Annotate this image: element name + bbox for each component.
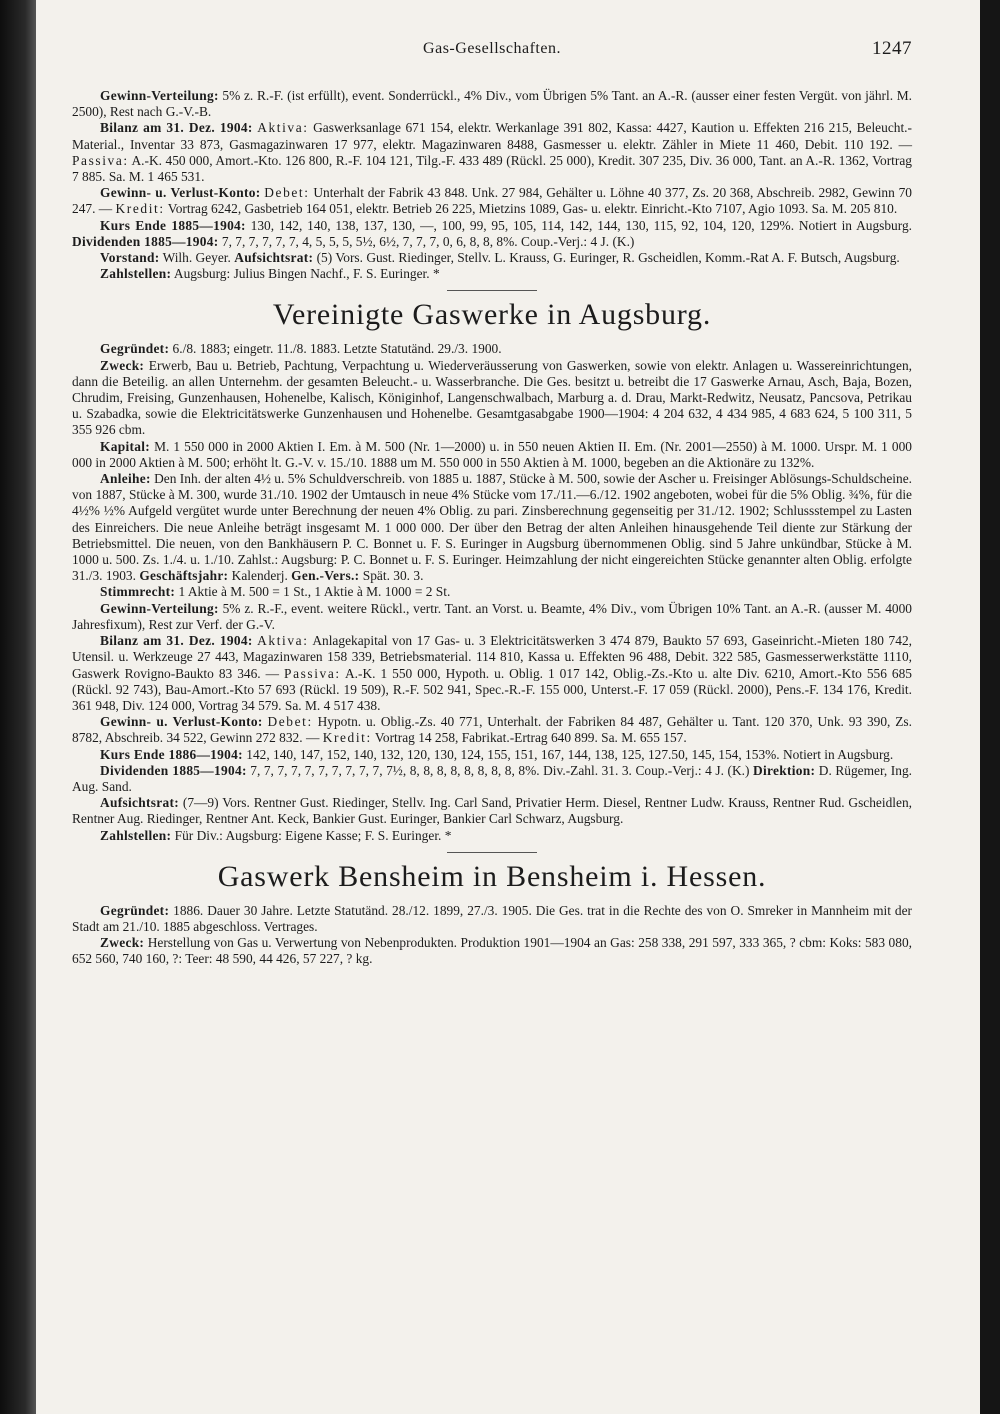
label-dividenden: Dividenden 1885—1904: [100, 762, 247, 778]
label-zweck: Zweck: [100, 357, 145, 373]
text-gegruendet: 1886. Dauer 30 Jahre. Letzte Statutänd. 28./12. 1899, 27./3. 1905. Die Ges. trat in die Rechte des von O. Smreker in Mannheim mit der Stadt am 21./10. 1885 abgeschloss. Vertrages. [72, 902, 912, 934]
s1-gewinn-verlust [72, 714, 912, 746]
text-zahlstellen: Für Div.: Augsburg: Eigene Kasse; F. S. Euringer. * [171, 827, 452, 843]
label-kurs: Kurs Ende 1885—1904: [100, 217, 246, 233]
text-passiva: A.-K. 450 000, Amort.-Kto. 126 800, R.-F. 104 121, Tilg.-F. 433 489 (Rückl. 25 000), Kredit. 307 235, Div. 36 000, Tant. an A.-R. 1362, Vortrag 7 885. Sa. M. 1 465 531. [72, 152, 912, 185]
kw-kredit: Kredit: [115, 201, 165, 217]
text-aktiva: Anlagekapital von 17 Gas- u. 3 Elektricitätswerken 3 474 879, Baukto 57 693, Gaseinricht.-Mieten 180 742, Utensil. u. Werkzeuge 27 443, Magazinwaren 158 339, Betriebsmaterial. 114 810, Kassa u. Effekten 96 488, Debit. 322 585, Gasmesserwerkstätte 1110, Gaswerk Rovigno-Baukto 83 346. — [72, 633, 912, 681]
s1-stimmrecht [72, 584, 912, 600]
kw-kredit: Kredit: [322, 730, 372, 746]
prev-gewinn-verlust [72, 185, 912, 217]
s1-bilanz [72, 633, 912, 714]
scan-left-edge [0, 0, 36, 1414]
body-text [72, 88, 912, 968]
label-gewinn-verlust: Gewinn- u. Verlust-Konto: [100, 185, 261, 201]
label-bilanz: Bilanz am 31. Dez. 1904: [100, 120, 253, 136]
label-zahlstellen: Zahlstellen: [100, 266, 172, 282]
label-stimmrecht: Stimmrecht: [100, 584, 176, 600]
text-dividenden: 7, 7, 7, 7, 7, 7, 7, 7, 7, 7, 7½, 8, 8, 8, 8, 8, 8, 8, 8, 8%. Div.-Zahl. 31. 3. Coup.-Verj.: 4 J. (K.) [246, 762, 753, 778]
s1-aufsichtsrat [72, 795, 912, 827]
text-zweck: Herstellung von Gas u. Verwertung von Nebenprodukten. Produktion 1901—1904 an Gas: 258 338, 291 597, 333 365, ? cbm: Koks: 583 080, 652 560, 740 160, ?: Teer: 48 590, 44 426, 57 227, ? kg. [72, 935, 912, 967]
label-aufsichtsrat: Aufsichtsrat: [100, 795, 180, 811]
label-anleihe: Anleihe: [100, 471, 151, 487]
kw-debet: Debet: [267, 714, 313, 730]
label-zahlstellen: Zahlstellen: [100, 827, 172, 843]
kw-passiva: Passiva: [284, 665, 341, 681]
text-gen-vers: Spät. 30. 3. [359, 568, 424, 584]
s1-gewinn-verteilung [72, 601, 912, 633]
kw-aktiva: Aktiva: [257, 120, 309, 136]
s1-anleihe [72, 471, 912, 584]
text-zweck: Erwerb, Bau u. Betrieb, Pachtung, Verpachtung u. Wiederveräusserung von Gaswerken, sowie von elektr. Anlagen u. Wassereinrichtungen, dann die Beteilig. an allen Unternehm. der gesamten Beleucht.- u. Wasserbranche. Die Ges. besitzt u. betreibt die 17 Gaswerke Arnau, Asch, Baja, Bozen, Chrudim, Freising, Gunzenhausen, Hohenelbe, Kalisch, Königinhof, Langenschwalbach, Marburg a. d. Drau, Markt-Redwitz, Neusatz, Pancsova, Petrikau u. Szabadka, sowie die Elektricitätswerke Gunzenhausen und Hohenelbe. Gesamtgasabgabe 1900—1904: 4 204 632, 4 434 985, 4 683 624, 5 100 311, 5 355 926 cbm. [72, 357, 912, 438]
label-gewinn-verteilung: Gewinn-Verteilung: [100, 88, 219, 103]
label-dividenden: Dividenden 1885—1904: [72, 233, 219, 249]
text-passiva: A.-K. 1 550 000, Hypoth. u. Oblig. 1 017 142, Oblig.-Zs.-Kto u. alte Div. 6210, Amort.-Kto 556 685 (Rückl. 92 743), Bau-Amort.-Kto 57 693 (Rückl. 19 509), R.-F. 502 941, Spec.-R.-F. 155 000, Unterst.-F. 17 059 (Rückl. 2000), Pens.-F. 134 176, Kredit. 361 948, Div. 124 000, Vortrag 34 579. Sa. M. 4 517 438. [72, 665, 912, 713]
kw-aktiva: Aktiva: [257, 633, 309, 649]
label-zweck: Zweck: [100, 935, 145, 951]
running-title: Gas-Gesellschaften. [423, 40, 561, 57]
label-gegruendet: Gegründet: [100, 341, 170, 357]
prev-kurs-dividenden [72, 218, 912, 250]
label-direktion: Direktion: [753, 762, 816, 778]
document-page [36, 0, 980, 1414]
label-bilanz: Bilanz am 31. Dez. 1904: [100, 633, 253, 649]
section-divider [447, 852, 537, 853]
s1-zweck [72, 358, 912, 439]
section-divider [447, 290, 537, 291]
text-aufsichtsrat: (7—9) Vors. Rentner Gust. Riedinger, Stellv. Ing. Carl Sand, Privatier Herm. Diesel, Rentner Ludw. Krauss, Rentner Rud. Gscheidlen, Rentner Aug. Riedinger, Rentner Ant. Keck, Bankier Gust. Euringer, Bankier Carl Schwarz, Augsburg. [72, 795, 912, 827]
text-geschaeftsjahr: Kalenderj. [228, 568, 292, 584]
text-kredit: Vortrag 6242, Gasbetrieb 164 051, elektr. Betrieb 26 225, Mietzins 1089, Gas- u. elektr. Einricht.-Kto 7107, Agio 1093. Sa. M. 205 810. [164, 201, 898, 217]
text-debet: Unterhalt der Fabrik 43 848. Unk. 27 984, Gehälter u. Löhne 40 377, Zs. 20 368, Abschreib. 2982, Gewinn 70 247. — [72, 185, 912, 217]
page-number: 1247 [872, 38, 912, 59]
running-head [72, 40, 912, 64]
s2-gegruendet [72, 903, 912, 935]
s1-gegruendet [72, 341, 912, 357]
prev-zahlstellen [72, 266, 912, 282]
text-dividenden: 7, 7, 7, 7, 7, 7, 4, 5, 5, 5, 5½, 6½, 7, 7, 7, 0, 6, 8, 8, 8%. Coup.-Verj.: 4 J. (K.) [218, 233, 635, 249]
text-anleihe: Den Inh. der alten 4½ u. 5% Schuldverschreib. von 1885 u. 1887, Stücke à M. 500, sowie der Ascher u. Freisinger Ablösungs-Schuldscheine. von 1887, Stücke à M. 300, wurde 31./10. 1902 der Umtausch in neue 4% Stücke vom 17./11.—6./12. 1902 angeboten, wobei für die 5% Oblig. ¾%, für die 4½% ½% Aufgeld vergütet wurde unter Berechnung der neuen 4% Oblig. zu pari. Zinsberechnung gegenseitig per 31./12. 1902; Schlussstempel zu Lasten des Einreichers. Die neue Anleihe beträgt insgesamt M. 1 000 000. Der über den Betrag der alten Anleihen hinausgehende Teil diente zur Stärkung der Betriebsmittel. Die neuen, von den Bankhäusern P. C. Bonnet u. F. S. Euringer in Augsburg übernommenen Oblig. sind 5 Jahre unkündbar, Stücke à M. 1000 u. 500. Zs. 1./4. u. 1./10. Zahlst.: Augsburg: P. C. Bonnet u. F. S. Euringer. Heimzahlung der nicht eingereichten Stücke genannter alten Oblig. erfolgte 31./3. 1903. [72, 471, 912, 584]
text-debet: Hypotn. u. Oblig.-Zs. 40 771, Unterhalt. der Fabriken 84 487, Gehälter u. Tant. 120 370, Unk. 93 390, Zs. 8782, Abschreib. 34 522, Gewinn 272 832. — [72, 714, 912, 746]
text-kurs: 142, 140, 147, 152, 140, 132, 120, 130, 124, 155, 151, 167, 144, 138, 125, 127.50, 145, 154, 153%. Notiert in Augsburg. [242, 746, 894, 762]
label-vorstand: Vorstand: [100, 250, 160, 266]
s1-dividenden [72, 763, 912, 795]
label-kapital: Kapital: [100, 438, 151, 454]
text-direktion: D. Rügemer, Ing. Aug. Sand. [72, 762, 912, 794]
s1-kapital [72, 439, 912, 471]
text-vorstand: Wilh. Geyer. [159, 250, 235, 266]
label-geschaeftsjahr: Geschäftsjahr: [139, 568, 229, 584]
text-gewinn-verteilung: 5% z. R.-F., event. weitere Rückl., vertr. Tant. an Vorst. u. Beamte, 4% Div., vom Übrigen 10% Tant. an A.-R. (ausser M. 4000 Jahresfixum), Rest zur Verf. der G.-V. [72, 600, 912, 632]
company-heading-bensheim: Gaswerk Bensheim in Bensheim i. Hessen. [217, 859, 767, 893]
s1-kurs [72, 747, 912, 763]
label-gen-vers: Gen.-Vers.: [291, 568, 360, 584]
text-aufsichtsrat: (5) Vors. Gust. Riedinger, Stellv. L. Krauss, G. Euringer, R. Gscheidlen, Komm.-Rat A. F. Butsch, Augsburg. [313, 250, 900, 266]
label-gegruendet: Gegründet: [100, 902, 170, 918]
text-kredit: Vortrag 14 258, Fabrikat.-Ertrag 640 899. Sa. M. 655 157. [371, 730, 687, 746]
kw-debet: Debet: [264, 185, 310, 201]
text-stimmrecht: 1 Aktie à M. 500 = 1 St., 1 Aktie à M. 1000 = 2 St. [175, 584, 451, 600]
text-aktiva: Gaswerksanlage 671 154, elektr. Werkanlage 391 802, Kassa: 4427, Kaution u. Effekten 216 215, Beleucht.-Material., Inventar 33 873, Gasmagazinwaren 17 977, elektr. Magazinwaren 8488, Gasmesser u. elektr. Zähler in Miete 11 460, Debit. 110 192. — [72, 120, 912, 152]
label-gewinn-verlust: Gewinn- u. Verlust-Konto: [100, 714, 263, 730]
s1-zahlstellen [72, 828, 912, 844]
s2-zweck [72, 935, 912, 967]
kw-passiva: Passiva: [72, 152, 129, 168]
text-zahlstellen: Augsburg: Julius Bingen Nachf., F. S. Euringer. * [171, 266, 440, 282]
text-gegruendet: 6./8. 1883; eingetr. 11./8. 1883. Letzte Statutänd. 29./3. 1900. [169, 341, 502, 357]
text-kurs: 130, 142, 140, 138, 137, 130, —, 100, 99, 95, 105, 114, 142, 144, 130, 115, 92, 104, 120, 129%. Notiert in Augsburg. [245, 217, 912, 233]
label-gewinn-verteilung: Gewinn-Verteilung: [100, 600, 219, 616]
prev-gewinn-verteilung [72, 88, 912, 120]
text-kapital: M. 1 550 000 in 2000 Aktien I. Em. à M. 500 (Nr. 1—2000) u. in 550 neuen Aktien II. Em. (Nr. 2001—2550) à M. 1000. Urspr. M. 1 000 000 in 2000 Aktien à M. 500; erhöht lt. G.-V. v. 15./10. 1888 um M. 550 000 in 550 Aktien à M. 1000, begeben an die Aktionäre zu 132%. [72, 438, 912, 470]
company-heading-augsburg: Vereinigte Gaswerke in Augsburg. [272, 298, 712, 332]
prev-bilanz [72, 120, 912, 185]
text-gewinn-verteilung: 5% z. R.-F. (ist erfüllt), event. Sonderrückl., 4% Div., vom Übrigen 5% Tant. an A.-R. (ausser einer festen Vergüt. von jährl. M. 2500), Rest nach G.-V.-B. [72, 88, 912, 120]
label-aufsichtsrat: Aufsichtsrat: [234, 250, 314, 266]
label-kurs: Kurs Ende 1886—1904: [100, 746, 243, 762]
prev-vorstand-aufsichtsrat [72, 250, 912, 266]
